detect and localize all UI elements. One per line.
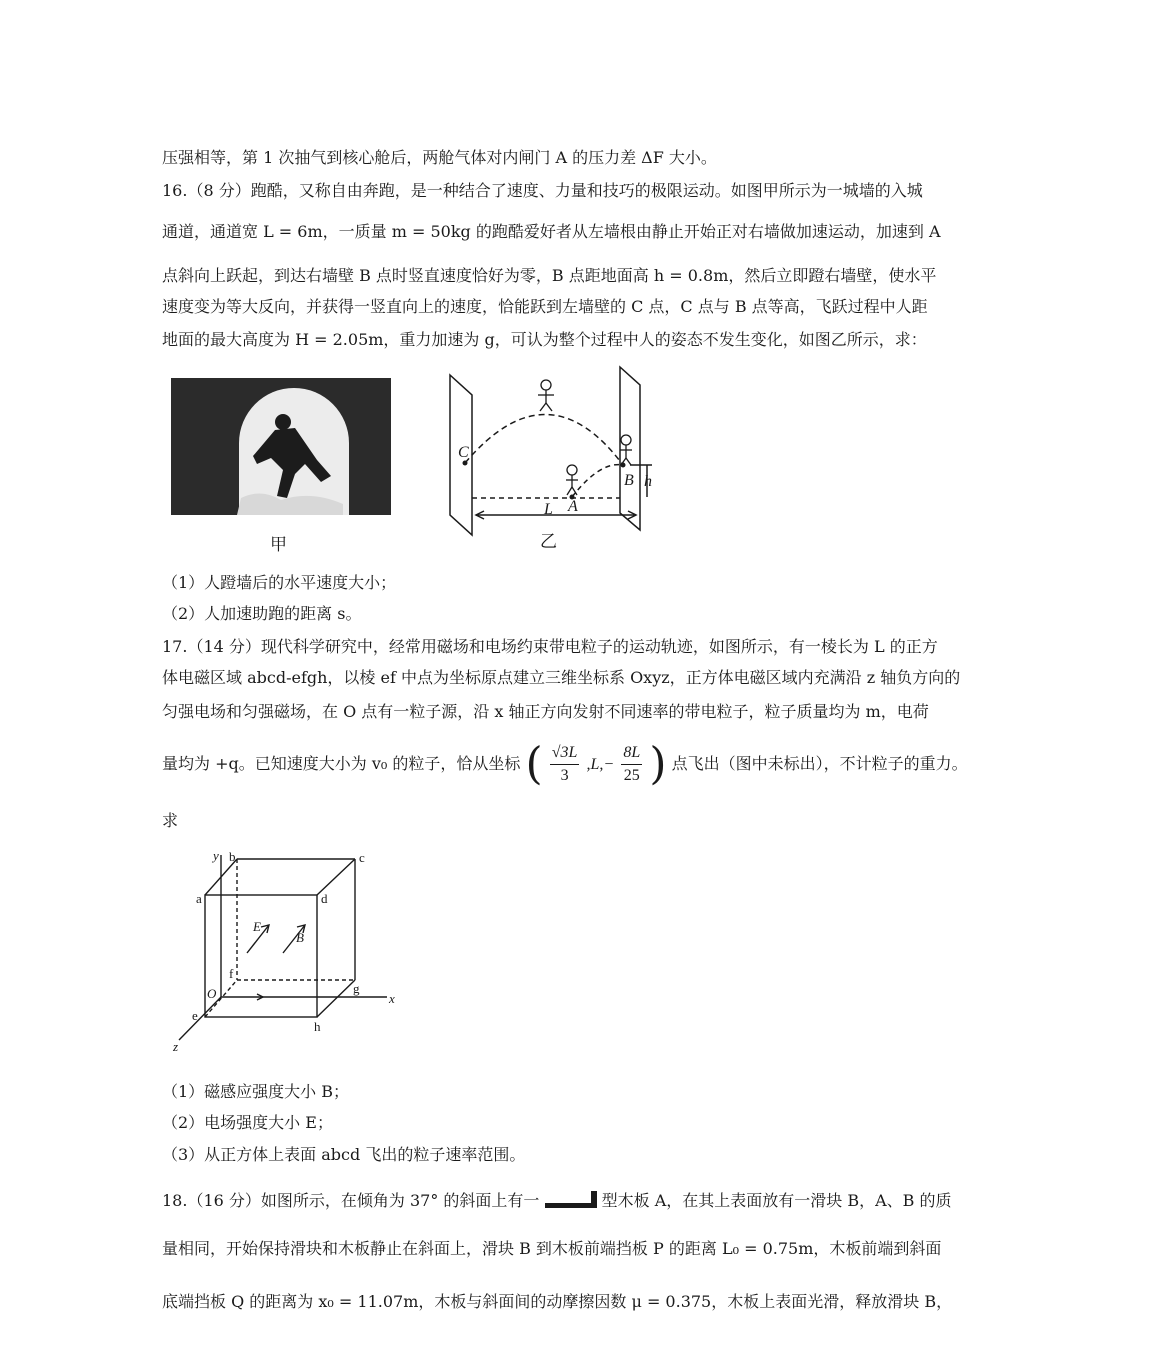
label-a: A: [568, 498, 578, 515]
text-line: 速度变为等大反向，并获得一竖直向上的速度，恰能跃到左墙壁的 C 点，C 点与 B 点等高，飞跃过程中人距: [162, 297, 928, 316]
vertex-b: b: [229, 849, 236, 864]
field-e-label: E: [253, 919, 261, 934]
label-c: C: [458, 444, 469, 461]
vertex-c: c: [359, 850, 365, 865]
figure-caption-jia: 甲: [270, 535, 287, 555]
text-line: 底端挡板 Q 的距离为 x₀ = 11.07m，木板与斜面间的动摩擦因数 μ = 0.375，木板上表面光滑，释放滑块 B，: [162, 1292, 953, 1311]
text-line: 量相同，开始保持滑块和木板静止在斜面上，滑块 B 到木板前端挡板 P 的距离 L₀ = 0.75m，木板前端到斜面: [162, 1239, 942, 1258]
vertex-h: h: [314, 1019, 321, 1034]
fraction-1: [550, 742, 580, 787]
text-segment: 点飞出（图中未标出），不计粒子的重力。: [671, 754, 968, 773]
field-b-label: B: [296, 930, 304, 945]
vertex-f: f: [229, 966, 234, 981]
sub-question: （1）人蹬墙后的水平速度大小；: [162, 573, 397, 592]
coordinate-line: [162, 736, 968, 792]
z-axis-label: z: [173, 1039, 179, 1054]
y-axis-label: y: [213, 848, 219, 863]
text-line: 体电磁区域 abcd-efgh，以棱 ef 中点为坐标原点建立三维坐标系 Oxyz，正方体电磁区域内充满沿 z 轴负方向的: [162, 668, 961, 687]
question-16-header: 16.（8 分）跑酷，又称自由奔跑，是一种结合了速度、力量和技巧的极限运动。如图甲所示为一城墙的入城: [162, 181, 923, 200]
vertex-g: g: [353, 981, 360, 996]
x-axis-label: x: [389, 991, 395, 1006]
question-17-header: 17.（14 分）现代科学研究中，经常用磁场和电场约束带电粒子的运动轨迹，如图所示，有一棱长为 L 的正方: [162, 637, 938, 656]
coordinate-middle: ,L,−: [586, 756, 615, 773]
right-paren: ): [649, 738, 667, 790]
fraction-2: [621, 742, 642, 787]
sub-question: （3）从正方体上表面 abcd 飞出的粒子速率范围。: [162, 1145, 526, 1164]
left-paren: (: [525, 738, 543, 790]
text-segment: 量均为 +q。已知速度大小为 v₀ 的粒子，恰从坐标: [162, 754, 521, 773]
text-line: 点斜向上跃起，到达右墙壁 B 点时竖直速度恰好为零，B 点距地面高 h = 0.8m，然后立即蹬右墙壁，使水平: [162, 266, 937, 285]
fraction-numerator: √3L: [550, 742, 580, 765]
label-l: L: [544, 501, 553, 518]
origin-label: O: [207, 986, 217, 1001]
text-line: 通道，通道宽 L = 6m，一质量 m = 50kg 的跑酷爱好者从左墙根由静止开始正对右墙做加速运动，加速到 A: [162, 222, 941, 241]
vertex-e: e: [192, 1008, 198, 1023]
label-h: h: [644, 473, 652, 490]
fraction-denominator: 3: [560, 767, 569, 784]
text-line: 地面的最大高度为 H = 2.05m，重力加速为 g，可认为整个过程中人的姿态不发生变化，如图乙所示，求：: [162, 330, 927, 349]
sub-question: （1）磁感应强度大小 B；: [162, 1082, 350, 1101]
sub-question: （2）人加速助跑的距离 s。: [162, 604, 362, 623]
parkour-diagram: [440, 365, 660, 560]
text-line: 匀强电场和匀强磁场，在 O 点有一粒子源，沿 x 轴正方向发射不同速率的带电粒子，粒子质量均为 m，电荷: [162, 702, 929, 721]
fraction-numerator: 8L: [621, 742, 642, 765]
figure-caption-yi: 乙: [540, 532, 557, 552]
sub-question: （2）电场强度大小 E；: [162, 1113, 333, 1132]
cube-diagram: [165, 845, 405, 1060]
text-segment: 型木板 A，在其上表面放有一滑块 B，A、B 的质: [601, 1191, 952, 1210]
vertex-d: d: [321, 891, 328, 906]
text-line: 压强相等，第 1 次抽气到核心舱后，两舱气体对内闸门 A 的压力差 ΔF 大小。: [162, 148, 717, 167]
text-segment: 18.（16 分）如图所示，在倾角为 37° 的斜面上有一: [162, 1191, 540, 1210]
vertex-a: a: [196, 891, 202, 906]
parkour-photo: [171, 378, 391, 515]
text-line: 求: [162, 811, 179, 830]
parkour-figure-icon: [171, 378, 391, 515]
label-b: B: [624, 472, 634, 489]
plank-shape-icon: [545, 1195, 597, 1209]
question-18-header: [162, 1190, 952, 1212]
fraction-denominator: 25: [623, 767, 640, 784]
